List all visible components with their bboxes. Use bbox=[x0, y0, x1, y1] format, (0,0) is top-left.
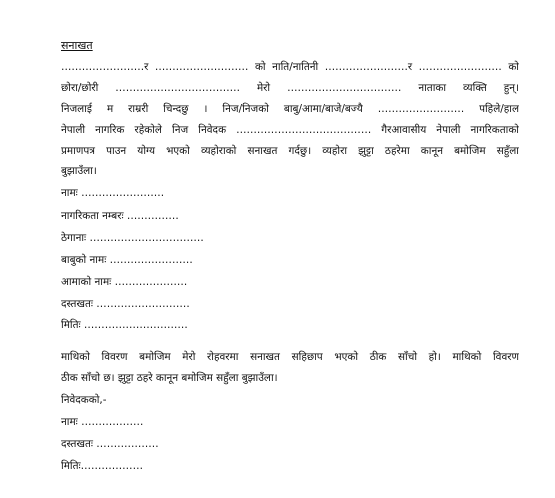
document-heading: सनाखत bbox=[61, 39, 93, 52]
paragraph1-line-4: नेपाली नागरिक रहेकोले निज निवेदक ………………………………… गैरआवासीय नेपाली नागरिकताको bbox=[61, 124, 519, 136]
applicant-label: निवेदकको,- bbox=[61, 394, 107, 406]
applicant-date-field: मितिः……………… bbox=[61, 460, 143, 472]
paragraph2-line-1: माथिको विवरण बमोजिम मेरो रोहवरमा सनाखत सहिछाप भएको ठीक साँचो हो। माथिको विवरण bbox=[61, 351, 519, 363]
paragraph1-line-1: ……………………र ……………………… को नाति/नातिनी ……………………र …………………… को bbox=[61, 61, 519, 73]
field-citizenship-number: नागरिकता नम्बरः …………… bbox=[61, 210, 179, 222]
applicant-name-field: नामः ……………… bbox=[61, 416, 144, 428]
field-signature: दस्तखतः ……………………… bbox=[61, 298, 190, 310]
field-name: नामः …………………… bbox=[61, 187, 165, 199]
paragraph1-line-3: निजलाई म राम्ररी चिन्दछु । निज/निजको बाबु/आमा/बाजे/बज्यै ……………………. पहिले/हाल bbox=[61, 103, 519, 115]
field-address: ठेगानाः …………………………… bbox=[61, 232, 204, 244]
field-mother-name: आमाको नामः ………………… bbox=[61, 276, 188, 288]
paragraph2-line-2: ठीक साँचो छ। झुट्टा ठहरे कानून बमोजिम सहुँला बुझाउँला। bbox=[61, 372, 278, 384]
paragraph1-line-6: बुझाउँला। bbox=[61, 165, 97, 177]
paragraph1-line-5: प्रमाणपत्र पाउन योग्य भएको व्यहोराको सनाखत गर्दछु। व्यहोरा झुट्टा ठहरेमा कानून बमोजिम सहुँला bbox=[61, 145, 519, 157]
applicant-signature-field: दस्तखतः ……………… bbox=[61, 438, 159, 450]
field-father-name: बाबुको नामः …………………… bbox=[61, 254, 193, 266]
paragraph1-line-2: छोरा/छोरी ……………………………… मेरो …………………………… नाताका व्यक्ति हुन्। bbox=[61, 82, 519, 94]
field-date: मितिः ………………………… bbox=[61, 319, 188, 331]
